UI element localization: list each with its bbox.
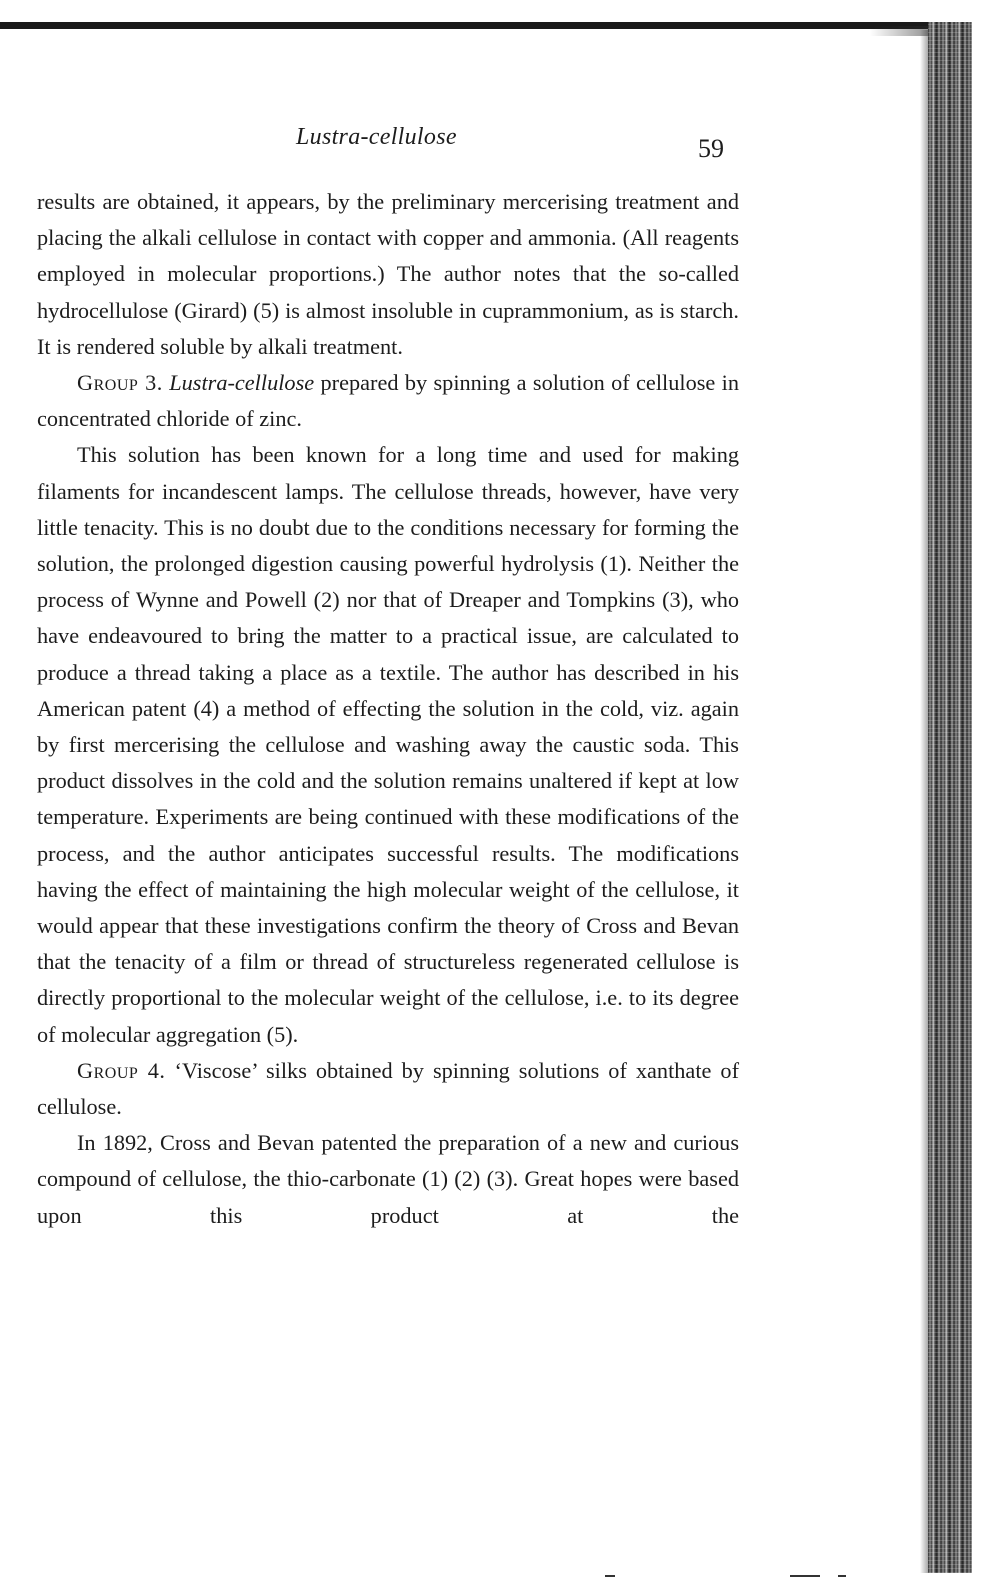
- paragraph-thio-carbonate: In 1892, Cross and Bevan patented the preparation of a new and curious compound of cellulose, the thio-carbonate (1) (2) (3). Great hopes were based upon this product at the: [37, 1130, 739, 1228]
- page-number: 59: [698, 134, 724, 163]
- group-4-description: ‘Viscose’ silks obtained by spinning solutions of xanthate of cellulose.: [37, 1057, 739, 1120]
- paragraph-group-4: [37, 1053, 739, 1125]
- running-head: [0, 124, 750, 164]
- scan-mark: [838, 1575, 846, 1577]
- body-text: [37, 184, 739, 1234]
- paragraph-zinc-solution: This solution has been known for a long time and used for making filaments for incandescent lamps. The cellulose threads, however, have very little tenacity. This is no doubt due to the conditions necessary for forming the solution, the prolonged digestion causing powerful hydrolysis (1). Neither the process of Wynne and Powell (2) nor that of Dreaper and Tompkins (3), who have endeavoured to bring the matter to a practical issue, are calculated to produce a thread taking a place as a textile. The author has described in his American patent (4) a method of effecting the solution in the cold, viz. again by first mercerising the cellulose and washing away the caustic soda. This product dissolves in the cold and the solution remains unaltered if kept at low temperature. Experiments are being continued with these modifications of the process, and the author anticipates successful results. The modifications having the effect of maintaining the high molecular weight of the cellulose, it would appear that these investigations confirm the theory of Cross and Bevan that the tenacity of a film or thread of structureless regenerated cellulose is directly proportional to the molecular weight of the cellulose, i.e. to its degree of molecular aggregation (5).: [37, 442, 739, 1047]
- scan-mark: [790, 1575, 820, 1577]
- running-title: Lustra-cellulose: [296, 124, 457, 150]
- scan-mark: [605, 1575, 615, 1577]
- group-3-label: Group 3.: [77, 370, 163, 396]
- lustra-cellulose-term: Lustra-cellulose: [169, 370, 315, 396]
- group-4-label: Group 4.: [77, 1057, 166, 1083]
- book-binding-edge: [928, 22, 972, 1573]
- paragraph-group-3: [37, 365, 739, 437]
- page-top-edge: [0, 22, 945, 29]
- group-3-description: prepared by spinning a solution of cellulose in concentrated chloride of zinc.: [37, 370, 739, 432]
- paragraph-continuation: results are obtained, it appears, by the preliminary mercerising treatment and placing the alkali cellulose in contact with copper and ammonia. (All reagents employed in molecular proportions.) The author notes that the so-called hydrocellulose (Girard) (5) is almost insoluble in cuprammonium, as is starch. It is rendered soluble by alkali treatment.: [37, 189, 739, 359]
